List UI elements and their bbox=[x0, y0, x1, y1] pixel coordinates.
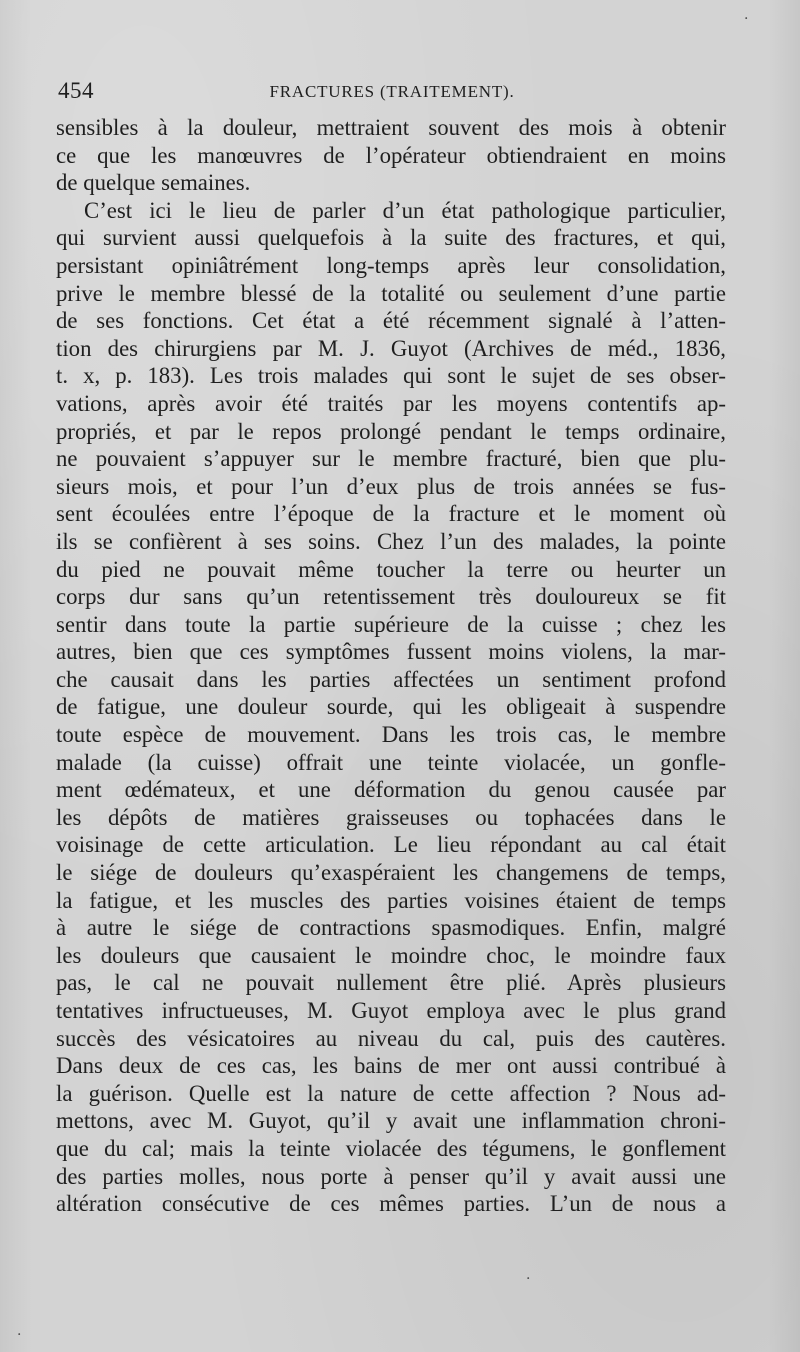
text-line: le siége de douleurs qu’exaspéraient les changemens de temps, bbox=[56, 860, 726, 886]
text-line: toute espèce de mouvement. Dans les trois cas, le membre bbox=[56, 722, 726, 748]
text-line: propriés, et par le repos prolongé pendant le temps ordinaire, bbox=[56, 418, 726, 444]
text-line: sentir dans toute la partie supérieure de la cuisse ; chez les bbox=[56, 611, 726, 637]
text-line: sensibles à la douleur, mettraient souvent des mois à obtenir bbox=[56, 115, 726, 140]
page-number: 454 bbox=[58, 78, 94, 103]
text-line: sieurs mois, et pour l’un d’eux plus de trois années se fus- bbox=[56, 473, 726, 499]
text-line: que du cal; mais la teinte violacée des tégumens, le gonflement bbox=[56, 1135, 726, 1161]
text-line: à autre le siége de contractions spasmodiques. Enfin, malgré bbox=[56, 915, 726, 941]
text-line: ne pouvaient s’appuyer sur le membre fracturé, bien que plu- bbox=[56, 446, 726, 472]
text-line: persistant opiniâtrément long-temps après leur consolidation, bbox=[56, 252, 726, 278]
page-body-text bbox=[56, 114, 726, 1218]
text-line: de ses fonctions. Cet état a été récemment signalé à l’atten- bbox=[56, 308, 726, 334]
text-line: mettons, avec M. Guyot, qu’il y avait une inflammation chroni- bbox=[56, 1108, 726, 1134]
text-line: corps dur sans qu’un retentissement très douloureux se fit bbox=[56, 584, 726, 610]
text-line: succès des vésicatoires au niveau du cal, puis des cautères. bbox=[56, 1025, 726, 1051]
text-line: malade (la cuisse) offrait une teinte violacée, un gonfle- bbox=[56, 749, 726, 775]
text-line: prive le membre blessé de la totalité ou seulement d’une partie bbox=[56, 280, 726, 306]
text-line: pas, le cal ne pouvait nullement être plié. Après plusieurs bbox=[56, 970, 726, 996]
paper-speck: · bbox=[744, 11, 749, 27]
text-line: de fatigue, une douleur sourde, qui les obligeait à suspendre bbox=[56, 694, 726, 720]
paper-speck: · bbox=[17, 1327, 22, 1343]
text-line: voisinage de cette articulation. Le lieu répondant au cal était bbox=[56, 832, 726, 858]
text-line: Dans deux de ces cas, les bains de mer ont aussi contribué à bbox=[56, 1053, 726, 1079]
text-line: sent écoulées entre l’époque de la fracture et le moment où bbox=[56, 501, 726, 527]
text-line: ment œdémateux, et une déformation du genou causée par bbox=[56, 777, 726, 803]
running-head: FRACTURES (TRAITEMENT). bbox=[269, 82, 515, 101]
text-line: la fatigue, et les muscles des parties voisines étaient de temps bbox=[56, 887, 726, 913]
text-line: des parties molles, nous porte à penser qu’il y avait aussi une bbox=[56, 1163, 726, 1189]
text-line: de quelque semaines. bbox=[56, 170, 251, 196]
text-line: altération consécutive de ces mêmes parties. L’un de nous a bbox=[56, 1191, 726, 1217]
text-line-with-citation: tion des chirurgiens par M. J. Guyot (Archives de méd., 1836, bbox=[56, 335, 726, 361]
paper-speck: · bbox=[526, 1271, 531, 1287]
text-line: tentatives infructueuses, M. Guyot employa avec le plus grand bbox=[56, 998, 726, 1023]
text-line: autres, bien que ces symptômes fussent moins violens, la mar- bbox=[56, 639, 726, 665]
text-line: vations, après avoir été traités par les moyens contentifs ap- bbox=[56, 390, 726, 416]
text-line: che causait dans les parties affectées un sentiment profond bbox=[56, 666, 726, 692]
page-header bbox=[58, 78, 726, 110]
paragraph-start-line: C’est ici le lieu de parler d’un état pathologique particulier, bbox=[84, 197, 726, 223]
text-line: ils se confièrent à ses soins. Chez l’un des malades, la pointe bbox=[56, 528, 726, 554]
text-line: t. x, p. 183). Les trois malades qui sont le sujet de ses obser- bbox=[56, 363, 726, 389]
text-line: les dépôts de matières graisseuses ou tophacées dans le bbox=[56, 804, 726, 830]
text-line: qui survient aussi quelquefois à la suite des fractures, et qui, bbox=[56, 225, 726, 251]
text-line: du pied ne pouvait même toucher la terre ou heurter un bbox=[56, 556, 726, 582]
text-line: ce que les manœuvres de l’opérateur obtiendraient en moins bbox=[56, 142, 726, 168]
text-line: la guérison. Quelle est la nature de cette affection ? Nous ad- bbox=[56, 1080, 726, 1106]
text-line: les douleurs que causaient le moindre choc, le moindre faux bbox=[56, 942, 726, 968]
